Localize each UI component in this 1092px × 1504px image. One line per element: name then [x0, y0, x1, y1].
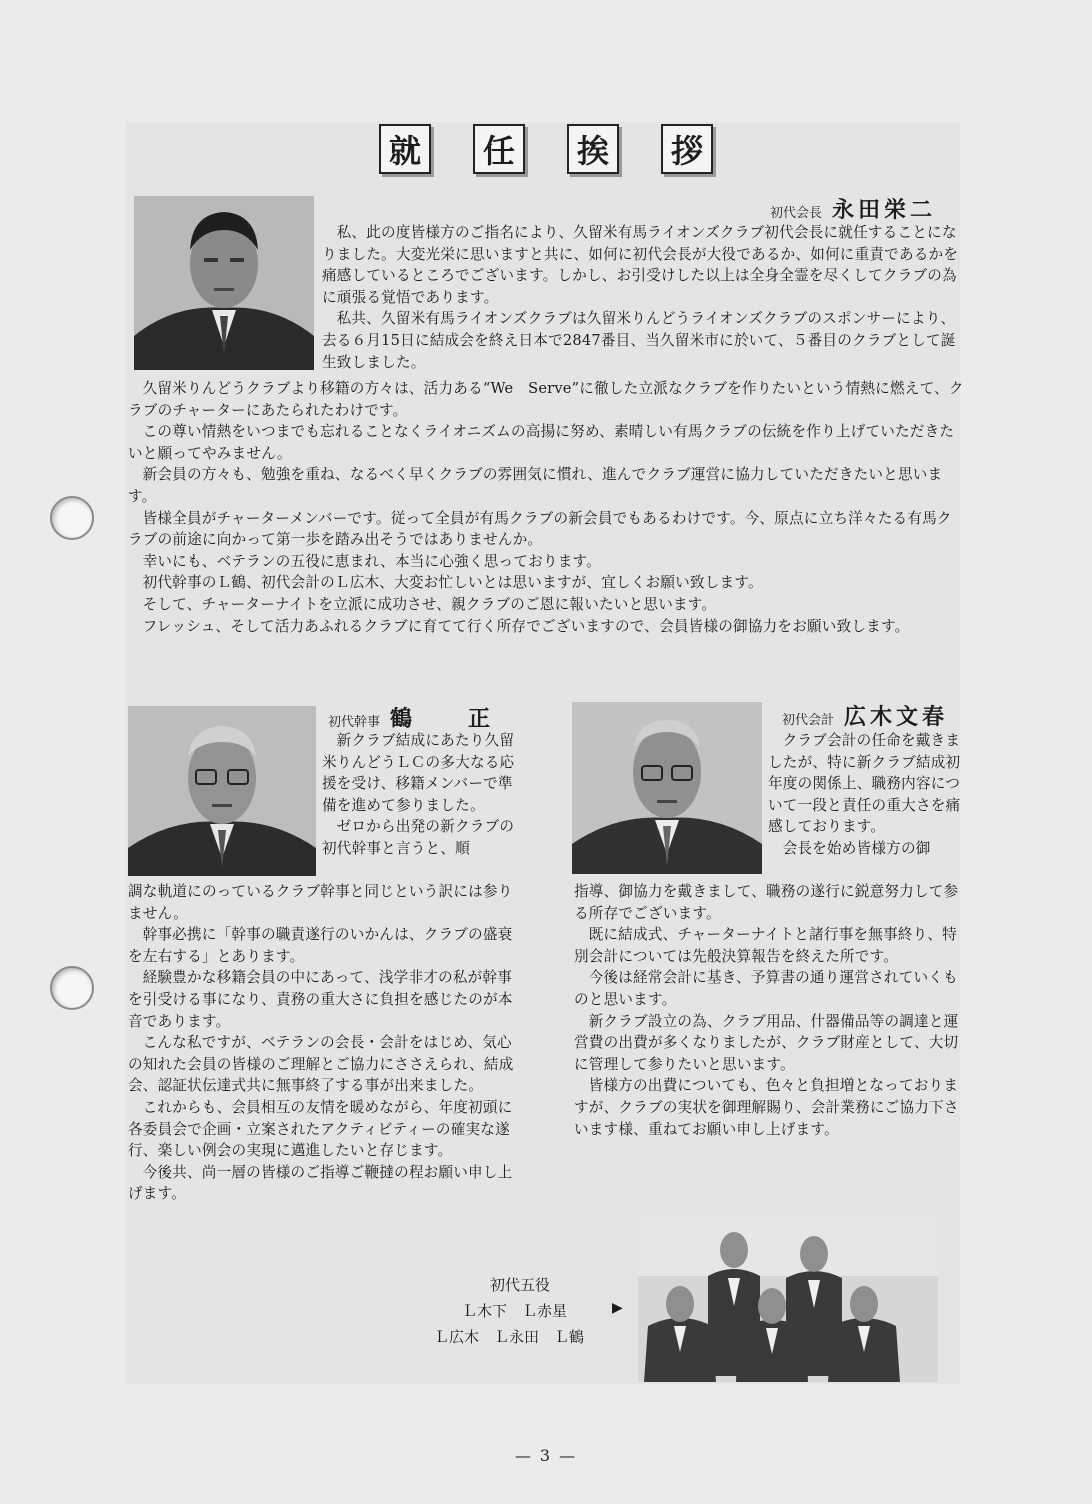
treasurer-text-full: [574, 881, 968, 1140]
arrow-icon: ▶: [612, 1300, 623, 1316]
president-paragraph: 幸いにも、ベテランの五役に恵まれ、本当に心強く思っております。: [142, 552, 601, 570]
secretary-name: 鶴 正: [390, 707, 495, 732]
title-char: 任: [473, 124, 525, 174]
page-title: [0, 124, 1092, 172]
president-paragraph: 久留米りんどうクラブより移籍の方々は、活力ある“We Serve”に徹した立派なクラブを作りたいという情熱に燃えて、クラブのチャーターにあたられたわけです。: [128, 380, 964, 419]
president-paragraph: フレッシュ、そして活力あふれるクラブに育てて行く所存でございますので、会員皆様の御協力をお願い致します。: [142, 617, 910, 635]
president-text-side: [322, 222, 966, 373]
binding-hole-bottom: [50, 966, 94, 1010]
president-paragraph: この尊い情熱をいつまでも忘れることなくライオニズムの高揚に努め、素晴しい有馬クラブの伝統を作り上げていただきたいと願ってやみません。: [128, 423, 955, 462]
secretary-paragraph: 今後共、尚一層の皆様のご指導ご鞭撻の程お願い申し上げます。: [128, 1163, 513, 1203]
title-char: 就: [379, 124, 431, 174]
president-name: 永田栄二: [832, 198, 937, 223]
secretary-paragraph: 調な軌道にのっているクラブ幹事と同じという訳には参りません。: [128, 883, 513, 922]
treasurer-paragraph: クラブ会計の任命を戴きましたが、特に新クラブ結成初年度の関係上、職務内容について一段と責任の重大さを痛感しております。: [768, 732, 961, 836]
president-paragraph: 私共、久留米有馬ライオンズクラブは久留米りんどうライオンズクラブのスポンサーにより、去る６月15日に結成会を終え日本で2847番目、当久留米市に於いて、５番目のクラブとして誕生致しました。: [322, 310, 956, 371]
treasurer-role: 初代会計: [782, 713, 835, 728]
secretary-text-full: [128, 881, 522, 1205]
caption-line1: Ｌ木下 Ｌ赤星: [462, 1302, 568, 1320]
president-paragraph: 私、此の度皆様方のご指名により、久留米有馬ライオンズクラブ初代会長に就任することになりました。大変光栄に思いますと共に、如何に初代会長が大役であるか、如何に重責であるかを痛感しているところでございます。しかし、お引受けした以上は全身全霊を尽くしてクラブの為に頑張る覚悟であります。: [322, 224, 959, 306]
treasurer-paragraph: 指導、御協力を戴きまして、職務の遂行に鋭意努力して参る所存でございます。: [574, 883, 959, 922]
secretary-text-side: [322, 730, 522, 860]
caption-title: 初代五役: [489, 1276, 550, 1294]
page-number: — 3 —: [514, 1446, 578, 1465]
caption-line2: Ｌ広木 Ｌ永田 Ｌ鶴: [434, 1328, 585, 1346]
treasurer-photo: [572, 702, 762, 874]
secretary-photo: [128, 706, 316, 876]
secretary-paragraph: こんな私ですが、ベテランの会長・会計をはじめ、気心の知れた会員の皆様のご理解とご協力にささえられ、結成会、認証状伝達式共に無事終了する事が出来ました。: [128, 1034, 514, 1095]
president-signature: [770, 193, 936, 224]
binding-hole-top: [50, 496, 94, 540]
treasurer-paragraph: 既に結成式、チャーターナイトと諸行事を無事終り、特別会計については先般決算報告を終えた所です。: [574, 926, 957, 965]
treasurer-signature: [782, 700, 948, 731]
secretary-paragraph: これからも、会員相互の友情を暖めながら、年度初頭に各委員会で企画・立案されたアクティビティーの確実な遂行、楽しい例会の実現に邁進したいと存じます。: [128, 1098, 513, 1160]
secretary-role: 初代幹事: [328, 715, 381, 730]
group-photo: [638, 1216, 938, 1382]
president-paragraph: 皆様全員がチャーターメンバーです。従って全員が有馬クラブの新会員でもあるわけです。今、原点に立ち洋々たる有馬クラブの前途に向かって第一歩を踏み出そうではありませんか。: [128, 509, 952, 549]
treasurer-paragraph: 新クラブ設立の為、クラブ用品、什器備品等の調達と運営費の出費が多くなりましたが、クラブ財産として、大切に管理して参りたいと思います。: [574, 1012, 959, 1073]
secretary-paragraph: 経験豊かな移籍会員の中にあって、浅学非才の私が幹事を引受ける事になり、責務の重大さに負担を感じたのが本音であります。: [128, 969, 513, 1030]
group-photo-caption: [430, 1272, 610, 1350]
president-photo: [134, 196, 314, 370]
president-text-full: [128, 378, 966, 637]
secretary-paragraph: ゼロから出発の新クラブの初代幹事と言うと、順: [322, 818, 515, 857]
secretary-paragraph: 新クラブ結成にあたり久留米りんどうＬＣの多大なる応援を受け、移籍メンバーで準備を進めて参りました。: [322, 732, 515, 814]
treasurer-paragraph: 会長を始め皆様方の御: [782, 839, 931, 857]
treasurer-name: 広木文春: [844, 705, 949, 730]
title-char: 拶: [661, 124, 713, 174]
secretary-signature: [328, 702, 524, 733]
treasurer-paragraph: 皆様方の出費についても、色々と負担増となっておりますが、クラブの実状を御理解賜り、会計業務にご協力下さいます様、重ねてお願い申し上げます。: [574, 1077, 959, 1138]
secretary-paragraph: 幹事必携に「幹事の職責遂行のいかんは、クラブの盛衰を左右する」とあります。: [128, 926, 513, 965]
treasurer-text-side: [768, 730, 968, 860]
president-paragraph: 初代幹事のＬ鶴、初代会計のＬ広木、大変お忙しいとは思いますが、宜しくお願い致します。: [142, 574, 763, 592]
treasurer-paragraph: 今後は経常会計に基き、予算書の通り運営されていくものと思います。: [574, 969, 958, 1008]
president-role: 初代会長: [770, 206, 823, 221]
president-paragraph: 新会員の方々も、勉強を重ね、なるべく早くクラブの雰囲気に慣れ、進んでクラブ運営に協力していただきたいと思います。: [128, 466, 943, 505]
title-char: 挨: [567, 124, 619, 174]
president-paragraph: そして、チャーターナイトを立派に成功させ、親クラブのご恩に報いたいと思います。: [142, 595, 717, 613]
